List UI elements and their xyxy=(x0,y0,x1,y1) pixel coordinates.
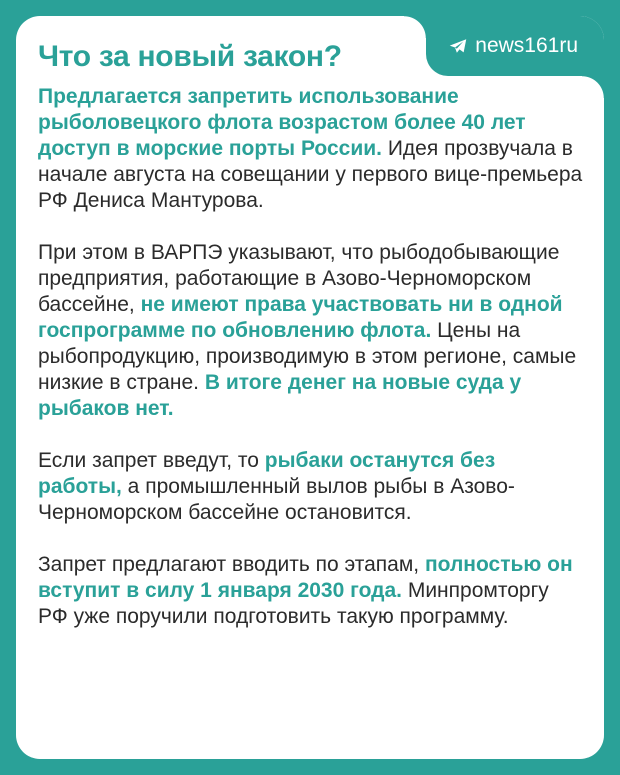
paragraph-2 xyxy=(38,240,583,422)
body-text: Минпромторгу РФ уже поручили подготовить такую программу. xyxy=(38,579,549,628)
paragraph-4 xyxy=(38,552,583,630)
body-text: Идея прозвучала в начале августа на совещании у первого вице-премьера РФ Дениса Мантурова. xyxy=(38,137,583,212)
highlight-text: рыбаки останутся без работы, xyxy=(38,449,496,498)
telegram-plane-icon xyxy=(449,38,467,54)
brand-tab xyxy=(426,16,604,76)
content-card xyxy=(16,16,604,759)
paragraph-1 xyxy=(38,84,583,214)
body-text: При этом в ВАРПЭ указывают, что рыбодобывающие предприятия, работающие в Азово-Черноморском бассейне, xyxy=(38,241,560,316)
body-text: Запрет предлагают вводить по этапам, xyxy=(38,553,425,576)
page-title: Что за новый закон? xyxy=(38,40,342,73)
highlight-text: не имеют права участвовать ни в одной госпрограмме по обновлению флота. xyxy=(38,293,563,342)
body-text: Цены на рыбопродукцию, производимую в этом регионе, самые низкие в стране. xyxy=(38,319,577,394)
body-text: Если запрет введут, то xyxy=(38,449,265,472)
highlight-text: Предлагается запретить использование рыболовецкого флота возрастом более 40 лет доступ в морские порты России. xyxy=(38,85,526,160)
brand-badge[interactable] xyxy=(449,34,578,58)
highlight-text: В итоге денег на новые суда у рыбаков нет. xyxy=(38,371,522,420)
brand-name: news161ru xyxy=(475,34,578,57)
article-body xyxy=(38,84,583,656)
paragraph-3 xyxy=(38,448,583,526)
body-text: а промышленный вылов рыбы в Азово-Черноморском бассейне остановится. xyxy=(38,475,515,524)
highlight-text: полностью он вступит в силу 1 января 2030 года. xyxy=(38,553,573,602)
